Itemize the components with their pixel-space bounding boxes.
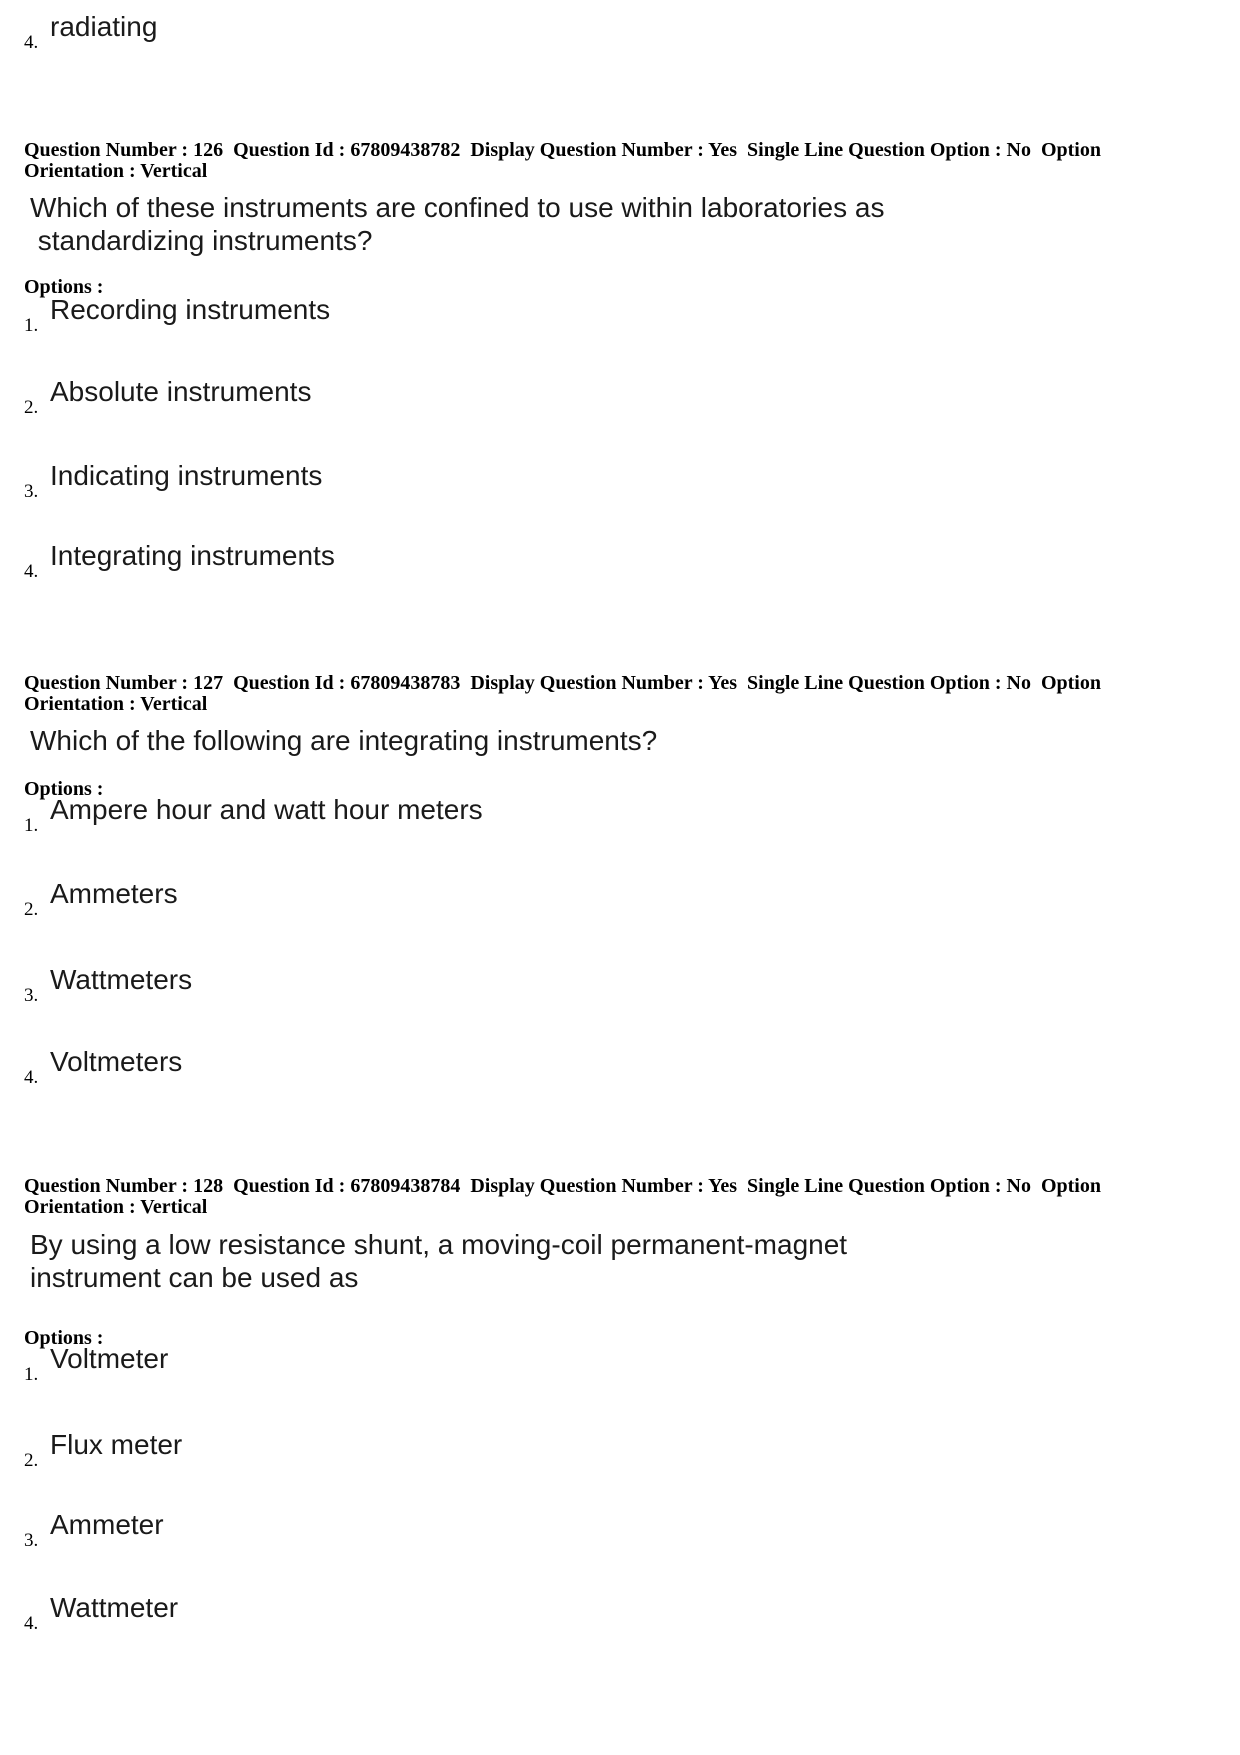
option-item	[24, 376, 312, 418]
option-number: 3.	[24, 481, 39, 502]
question-meta: Question Number : 127 Question Id : 67809438783 Display Question Number : Yes Single Line Question Option : No Option Orientation : Vertical	[24, 672, 1101, 715]
option-number: 1.	[24, 1364, 39, 1385]
option-item	[24, 964, 193, 1006]
options-label: Options :	[24, 1327, 104, 1349]
question-meta: Question Number : 126 Question Id : 67809438782 Display Question Number : Yes Single Line Question Option : No Option Orientation : Vertical	[24, 139, 1101, 182]
option-text: Recording instruments	[50, 294, 331, 325]
option-text: radiating	[50, 11, 158, 42]
options-label: Options :	[24, 778, 104, 800]
option-item	[24, 540, 335, 582]
option-text: Ammeters	[50, 878, 178, 909]
option-item	[24, 1592, 179, 1634]
option-text: Integrating instruments	[50, 540, 335, 571]
option-item	[24, 460, 323, 502]
option-text: Ampere hour and watt hour meters	[50, 794, 483, 825]
option-number: 2.	[24, 899, 39, 920]
options-label: Options :	[24, 276, 104, 298]
option-number: 4.	[24, 1613, 39, 1634]
question-meta: Question Number : 128 Question Id : 67809438784 Display Question Number : Yes Single Line Question Option : No Option Orientation : Vertical	[24, 1175, 1101, 1218]
option-text: Wattmeter	[50, 1592, 179, 1623]
option-number: 2.	[24, 397, 39, 418]
option-number: 4.	[24, 561, 39, 582]
option-number: 1.	[24, 315, 39, 336]
option-item	[24, 794, 483, 836]
option-item	[24, 878, 178, 920]
option-item	[24, 1343, 169, 1385]
option-text: Voltmeter	[50, 1343, 169, 1374]
option-text: Wattmeters	[50, 964, 193, 995]
question-stem: Which of these instruments are confined to use within laboratories as standardizing instruments?	[30, 192, 885, 256]
option-number: 4.	[24, 32, 39, 53]
question-stem: Which of the following are integrating instruments?	[30, 725, 658, 756]
question-stem: By using a low resistance shunt, a moving-coil permanent-magnet instrument can be used as	[30, 1229, 848, 1293]
option-text: Flux meter	[50, 1429, 183, 1460]
option-text: Absolute instruments	[50, 376, 312, 407]
option-item	[24, 294, 331, 336]
option-number: 3.	[24, 1530, 39, 1551]
option-text: Indicating instruments	[50, 460, 323, 491]
option-item	[24, 1429, 183, 1471]
option-text: Voltmeters	[50, 1046, 183, 1077]
option-number: 2.	[24, 1450, 39, 1471]
option-text: Ammeter	[50, 1509, 164, 1540]
option-number: 1.	[24, 815, 39, 836]
option-item	[24, 11, 158, 53]
option-number: 3.	[24, 985, 39, 1006]
option-item	[24, 1509, 164, 1551]
option-number: 4.	[24, 1067, 39, 1088]
option-item	[24, 1046, 183, 1088]
